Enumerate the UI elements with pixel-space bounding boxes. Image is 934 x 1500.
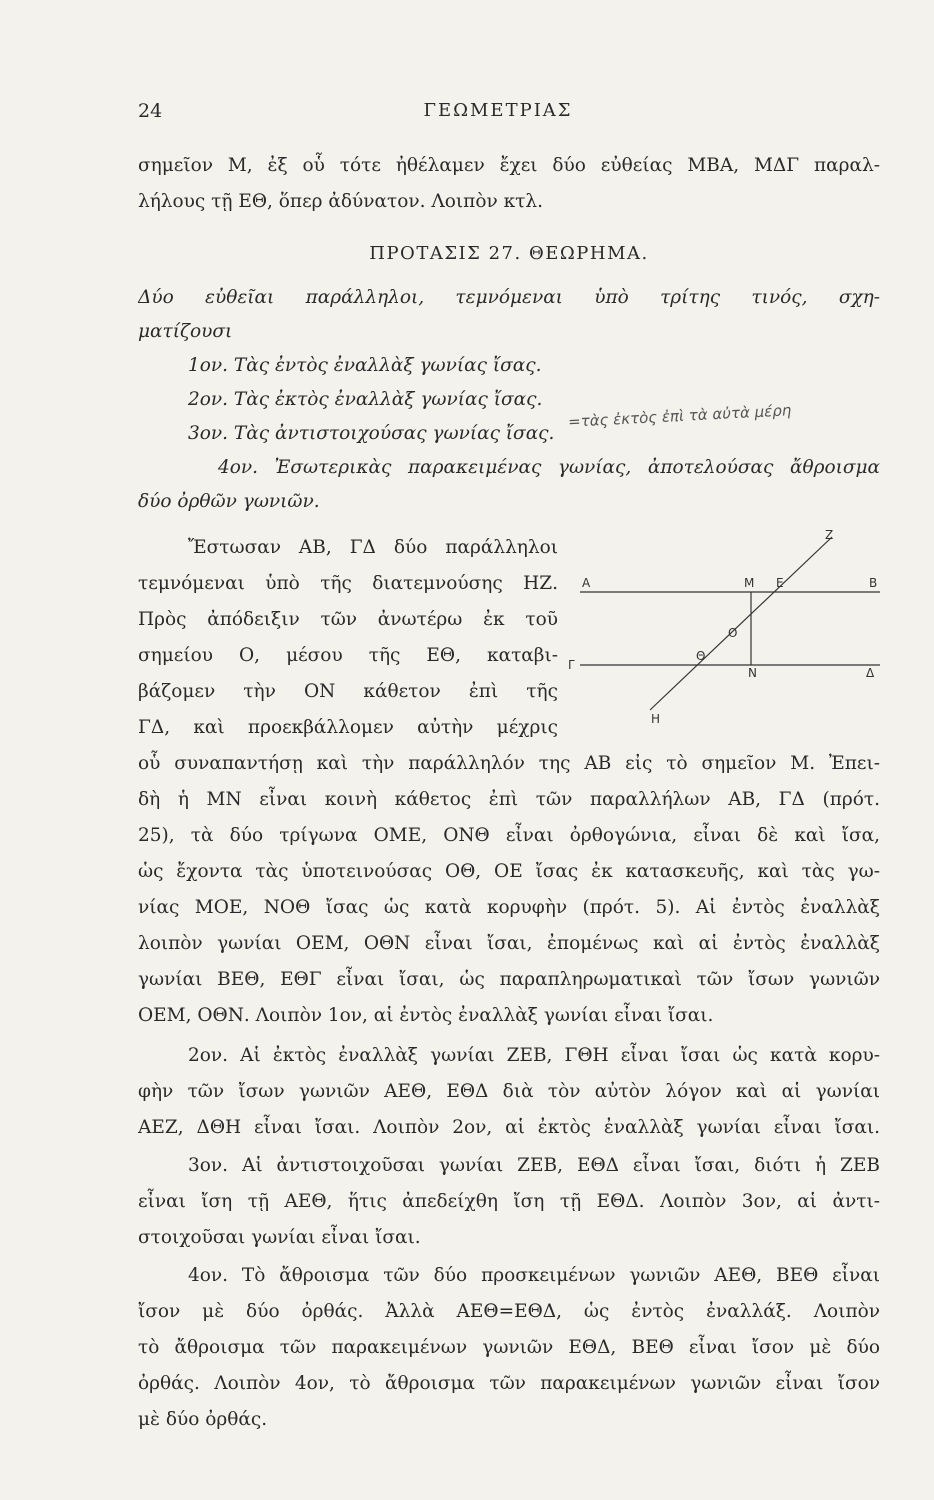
label-z: Z: [825, 528, 834, 542]
label-h: H: [651, 712, 661, 725]
label-d: Δ: [866, 666, 875, 680]
transversal-hz: [650, 537, 832, 710]
statement-line: Δύο εὐθεῖαι παράλληλοι, τεμνόμεναι ὑπὸ τρίτης τινός, σχη-: [138, 287, 880, 308]
proof-line: σημείου Ο, μέσου τῆς ΕΘ, καταβι-: [138, 645, 558, 666]
proof-line: νίας ΜΟΕ, ΝΟΘ ἴσας ὡς κατὰ κορυφὴν (πρότ. 5). Αἱ ἐντὸς ἐναλλὰξ: [138, 897, 880, 918]
label-th: Θ: [696, 649, 706, 663]
proposition-heading: ΠΡΟΤΑΣΙΣ 27. ΘΕΩΡΗΜΑ.: [369, 243, 649, 264]
page-header: [138, 100, 858, 130]
label-g: Γ: [568, 658, 575, 672]
proof-line: ΓΔ, καὶ προεκβάλλομεν αὐτὴν μέχρις: [138, 717, 558, 738]
proof-line: ΟΕΜ, ΟΘΝ. Λοιπὸν 1ον, αἱ ἐντὸς ἐναλλὰξ γωνίαι εἶναι ἴσαι.: [138, 1005, 714, 1026]
part3-line: 3ον. Αἱ ἀντιστοιχοῦσαι γωνίαι ΖΕΒ, ΕΘΔ εἶναι ἴσαι, διότι ἡ ΖΕΒ: [188, 1155, 880, 1176]
label-n: N: [748, 666, 757, 680]
part3-line: στοιχοῦσαι γωνίαι εἶναι ἴσαι.: [138, 1227, 421, 1248]
statement-item-4: 4ον. Ἐσωτερικὰς παρακειμένας γωνίας, ἀποτελούσας ἄθροισμα: [218, 457, 880, 478]
proof-line: οὗ συναπαντήσῃ καὶ τὴν παράλληλόν της ΑΒ εἰς τὸ σημεῖον Μ. Ἐπει-: [138, 753, 880, 774]
proof-line: Ἔστωσαν ΑΒ, ΓΔ δύο παράλληλοι: [188, 537, 558, 558]
statement-item-1: 1ον. Τὰς ἐντὸς ἐναλλὰξ γωνίας ἴσας.: [188, 355, 542, 376]
part4-line: μὲ δύο ὀρθάς.: [138, 1409, 268, 1430]
handwritten-annotation: =τὰς ἐκτὸς ἐπὶ τὰ αὐτὰ μέρη: [567, 401, 792, 431]
part4-line: ὀρθάς. Λοιπὸν 4ον, τὸ ἄθροισμα τῶν παρακειμένων γωνιῶν εἶναι ἴσον: [138, 1373, 880, 1394]
geometry-figure: [560, 525, 890, 725]
label-e: E: [776, 576, 784, 590]
part4-line: τὸ ἄθροισμα τῶν παρακειμένων γωνιῶν ΕΘΔ, ΒΕΘ εἶναι ἴσον μὲ δύο: [138, 1337, 880, 1358]
running-title: ΓΕΩΜΕΤΡΙΑΣ: [423, 100, 573, 121]
page-number: 24: [138, 100, 163, 122]
statement-item-3: 3ον. Τὰς ἀντιστοιχούσας γωνίας ἴσας.: [188, 423, 555, 444]
proof-line: Πρὸς ἀπόδειξιν τῶν ἀνωτέρω ἐκ τοῦ: [138, 609, 558, 630]
statement-item-4-cont: δύο ὀρθῶν γωνιῶν.: [138, 491, 320, 512]
text-line: σημεῖον Μ, ἐξ οὗ τότε ἠθέλαμεν ἔχει δύο εὐθείας ΜΒΑ, ΜΔΓ παραλ-: [138, 155, 880, 176]
label-m: M: [744, 576, 755, 590]
proof-line: ὡς ἔχοντα τὰς ὑποτεινούσας ΟΘ, ΟΕ ἴσας ἐκ κατασκευῆς, καὶ τὰς γω-: [138, 861, 880, 882]
statement-item-2: 2ον. Τὰς ἐκτὸς ἐναλλὰξ γωνίας ἴσας.: [188, 389, 543, 410]
proof-line: γωνίαι ΒΕΘ, ΕΘΓ εἶναι ἴσαι, ὡς παραπληρωματικαὶ τῶν ἴσων γωνιῶν: [138, 969, 880, 990]
proof-line: δὴ ἡ ΜΝ εἶναι κοινὴ κάθετος ἐπὶ τῶν παραλλήλων ΑΒ, ΓΔ (πρότ.: [138, 789, 880, 810]
proof-line: βάζομεν τὴν ΟΝ κάθετον ἐπὶ τῆς: [138, 681, 558, 702]
text-line: λήλους τῇ ΕΘ, ὅπερ ἀδύνατον. Λοιπὸν κτλ.: [138, 191, 544, 212]
parallel-lines-diagram: [560, 525, 890, 725]
proof-line: τεμνόμεναι ὑπὸ τῆς διατεμνούσης ΗΖ.: [138, 573, 558, 594]
part4-line: 4ον. Τὸ ἄθροισμα τῶν δύο προσκειμένων γωνιῶν ΑΕΘ, ΒΕΘ εἶναι: [188, 1265, 880, 1286]
statement-line: ματίζουσι: [138, 321, 233, 342]
part2-line: 2ον. Αἱ ἐκτὸς ἐναλλὰξ γωνίαι ΖΕΒ, ΓΘΗ εἶναι ἴσαι ὡς κατὰ κορυ-: [188, 1045, 880, 1066]
label-o: O: [728, 626, 738, 640]
proof-line: λοιπὸν γωνίαι ΟΕΜ, ΟΘΝ εἶναι ἴσαι, ἐπομένως καὶ αἱ ἐντὸς ἐναλλὰξ: [138, 933, 880, 954]
label-a: A: [582, 576, 591, 590]
part2-line: ΑΕΖ, ΔΘΗ εἶναι ἴσαι. Λοιπὸν 2ον, αἱ ἐκτὸς ἐναλλὰξ γωνίαι εἶναι ἴσαι.: [138, 1117, 880, 1138]
label-b: B: [869, 576, 878, 590]
proof-line: 25), τὰ δύο τρίγωνα ΟΜΕ, ΟΝΘ εἶναι ὀρθογώνια, εἶναι δὲ καὶ ἴσα,: [138, 825, 880, 846]
part3-line: εἶναι ἴση τῇ ΑΕΘ, ἥτις ἀπεδείχθη ἴση τῇ ΕΘΔ. Λοιπὸν 3ον, αἱ ἀντι-: [138, 1191, 880, 1212]
part2-line: φὴν τῶν ἴσων γωνιῶν ΑΕΘ, ΕΘΔ διὰ τὸν αὐτὸν λόγον καὶ αἱ γωνίαι: [138, 1081, 880, 1102]
part4-line: ἴσον μὲ δύο ὀρθάς. Ἀλλὰ ΑΕΘ=ΕΘΔ, ὡς ἐντὸς ἐναλλάξ. Λοιπὸν: [138, 1301, 880, 1322]
